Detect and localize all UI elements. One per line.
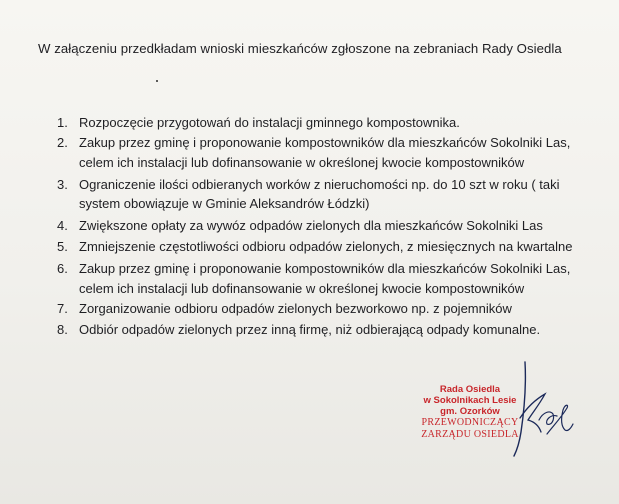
list-item-text: Zakup przez gminę i proponowanie kompostowników dla mieszkańców Sokolniki Las, (79, 261, 571, 276)
stamp-line: gm. Ozorków (440, 406, 500, 417)
stray-dot (156, 80, 158, 82)
list-item (57, 113, 460, 133)
list-item-number: 4. (57, 218, 68, 233)
list-item-number: 8. (57, 322, 68, 337)
list-item-number: 2. (57, 135, 68, 150)
list-item (57, 259, 570, 279)
list-item (57, 133, 570, 153)
list-item-number: 7. (57, 301, 68, 316)
handwritten-signature (495, 360, 575, 460)
list-item-number: 5. (57, 239, 68, 254)
list-item (57, 216, 543, 236)
list-item (57, 299, 512, 319)
list-item-text: Odbiór odpadów zielonych przez inną firmę, niż odbierającą odpady komunalne. (79, 322, 541, 337)
stamp-line: w Sokolnikach Lesie (423, 395, 517, 406)
list-item (57, 175, 560, 195)
list-item-text: Zwiększone opłaty za wywóz odpadów zielonych dla mieszkańców Sokolniki Las (79, 218, 543, 233)
list-item-text: Ograniczenie ilości odbieranych worków z nieruchomości np. do 10 szt w roku ( taki (79, 177, 560, 192)
list-item-number: 6. (57, 261, 68, 276)
list-item-number: 3. (57, 177, 68, 192)
list-item (57, 320, 540, 340)
list-item-continuation: celem ich instalacji lub dofinansowanie w określonej kwocie kompostowników (79, 155, 525, 170)
stamp-line: ZARZĄDU OSIEDLA (421, 429, 519, 440)
stamp-line: Rada Osiedla (439, 384, 501, 395)
list-item-text: Zakup przez gminę i proponowanie kompostowników dla mieszkańców Sokolniki Las, (79, 135, 571, 150)
list-item-number: 1. (57, 115, 68, 130)
list-item-continuation: celem ich instalacji lub dofinansowanie w określonej kwocie kompostowników (79, 281, 525, 296)
list-item-continuation: system obowiązuje w Gminie Aleksandrów Łódzki) (79, 196, 370, 211)
list-item (57, 237, 573, 257)
list-item-text: Zorganizowanie odbioru odpadów zielonych bezworkowo np. z pojemników (79, 301, 512, 316)
stamp-line: PRZEWODNICZĄCY (421, 417, 519, 428)
list-item-text: Rozpoczęcie przygotowań do instalacji gminnego kompostownika. (79, 115, 460, 130)
list-item-text: Zmniejszenie częstotliwości odbioru odpadów zielonych, z miesięcznych na kwartalne (79, 239, 573, 254)
intro-text: W załączeniu przedkładam wnioski mieszkańców zgłoszone na zebraniach Rady Osiedla (38, 41, 562, 56)
